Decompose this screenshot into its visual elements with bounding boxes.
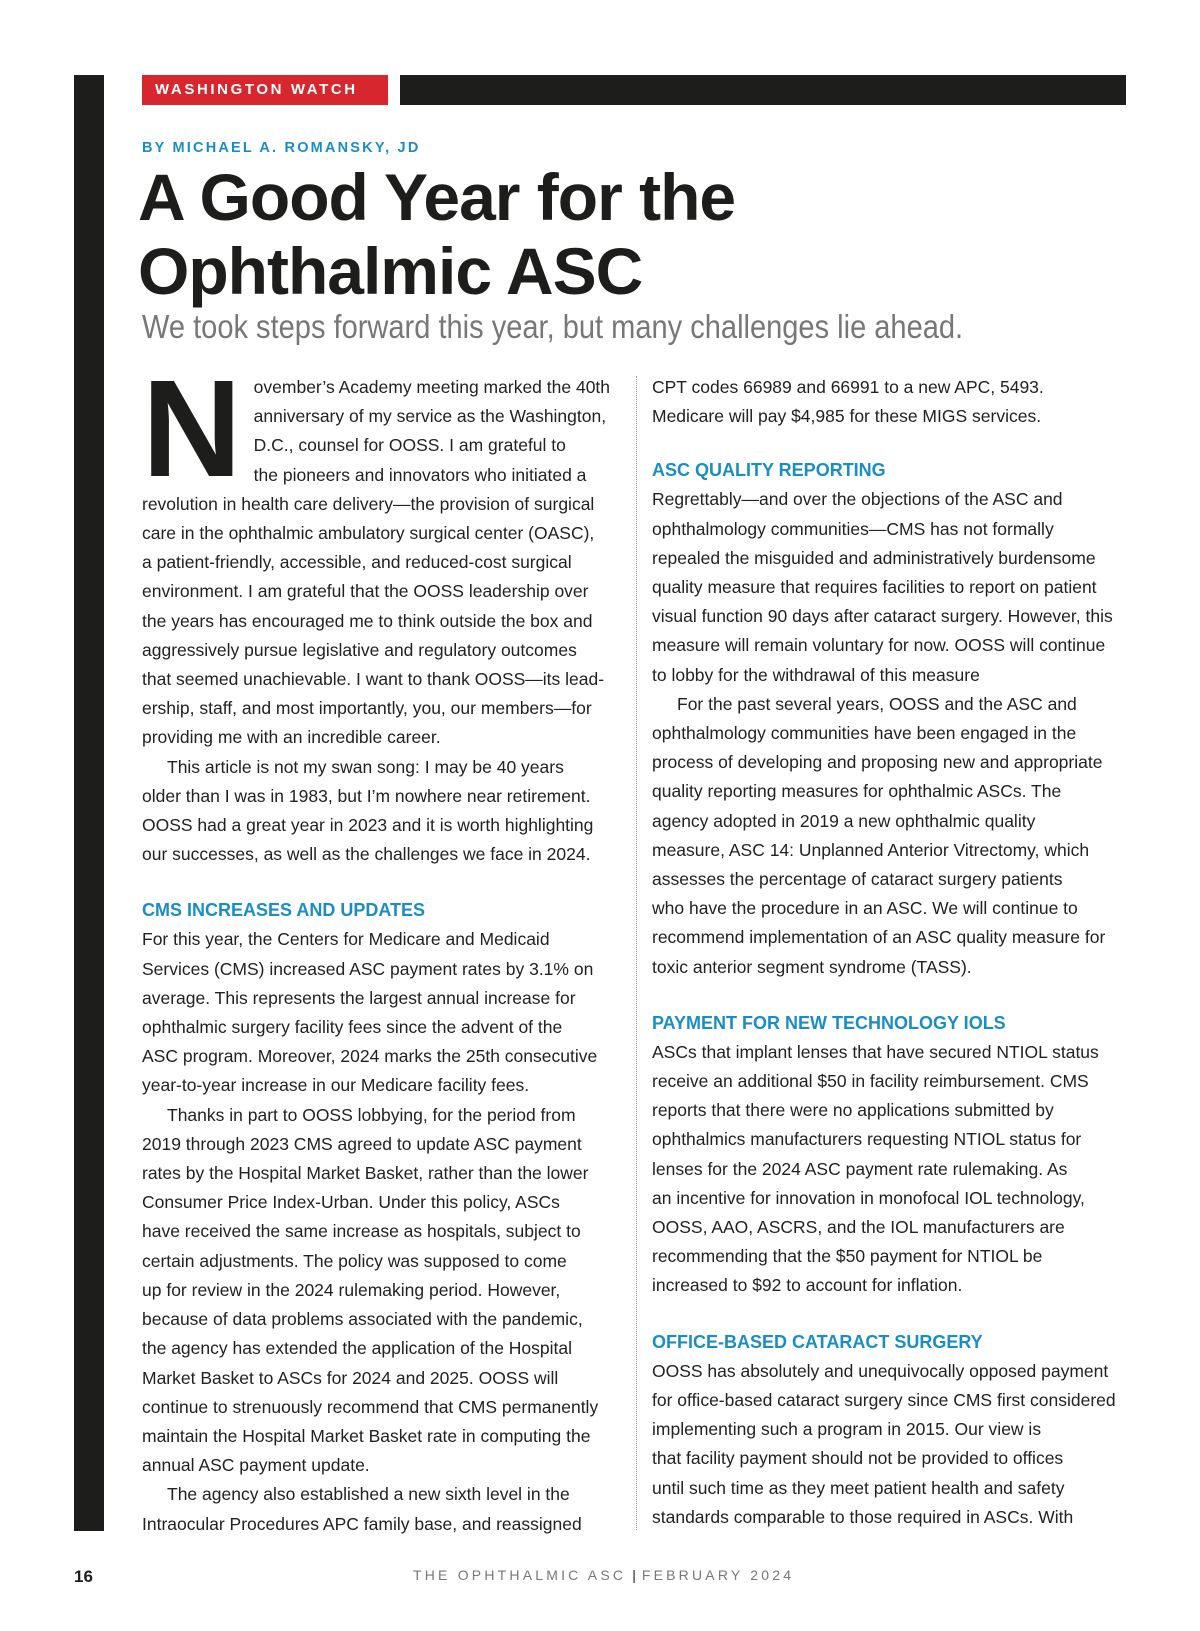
paragraph (142, 1480, 622, 1538)
text-line: that facility payment should not be provided to offices (652, 1448, 1064, 1469)
left-column (142, 352, 622, 1539)
text-line: Intraocular Procedures APC family base, and reassigned (142, 1513, 582, 1534)
text-line: ASCs that implant lenses that have secured NTIOL status (652, 1041, 1099, 1062)
text-line: ophthalmology communities—CMS has not formally (652, 518, 1054, 539)
text-line: Market Basket to ASCs for 2024 and 2025. OOSS will (142, 1367, 559, 1388)
text-line: annual ASC payment update. (142, 1455, 370, 1476)
left-accent-bar (74, 75, 104, 1531)
text-line: providing me with an incredible career. (142, 727, 441, 748)
text-line: This article is not my swan song: I may be 40 years (167, 756, 564, 777)
text-line: aggressively pursue legislative and regulatory outcomes (142, 639, 577, 660)
text-line: quality reporting measures for ophthalmic ASCs. The (652, 781, 1062, 802)
text-line: toxic anterior segment syndrome (TASS). (652, 956, 972, 977)
text-line: a patient-friendly, accessible, and reduced-cost surgical (142, 552, 572, 573)
text-line: assesses the percentage of cataract surgery patients (652, 869, 1063, 890)
text-line: repealed the misguided and administratively burdensome (652, 547, 1096, 568)
text-line: rates by the Hospital Market Basket, rather than the lower (142, 1163, 589, 1184)
section-heading-office: OFFICE-BASED CATARACT SURGERY (652, 1331, 983, 1352)
text-line: agency adopted in 2019 a new ophthalmic quality (652, 810, 1036, 831)
headline-line-1: A Good Year for the (138, 160, 736, 234)
text-line: revolution in health care delivery—the provision of surgical (142, 493, 595, 514)
headline (138, 160, 1118, 308)
text-line: D.C., counsel for OOSS. I am grateful to (253, 435, 566, 456)
section-heading-quality: ASC QUALITY REPORTING (652, 460, 886, 481)
text-line: process of developing and proposing new and appropriate (652, 752, 1103, 773)
text-line: implementing such a program in 2015. Our view is (652, 1419, 1042, 1440)
text-line: certain adjustments. The policy was supposed to come (142, 1250, 567, 1271)
footer-separator: | (632, 1567, 636, 1583)
text-line: maintain the Hospital Market Basket rate in computing the (142, 1425, 591, 1446)
page-number: 16 (74, 1567, 93, 1586)
text-line: ership, staff, and most importantly, you, our members—for (142, 698, 592, 719)
text-line: For this year, the Centers for Medicare and Medicaid (142, 929, 550, 950)
text-line: The agency also established a new sixth level in the (167, 1484, 570, 1505)
text-line: Medicare will pay $4,985 for these MIGS services. (652, 406, 1042, 427)
drop-cap: N (142, 352, 242, 506)
text-line: until such time as they meet patient health and safety (652, 1477, 1065, 1498)
text-line: measure, ASC 14: Unplanned Anterior Vitrectomy, which (652, 839, 1090, 860)
top-accent-bar (400, 75, 1126, 105)
text-line: the agency has extended the application of the Hospital (142, 1338, 573, 1359)
text-line: have received the same increase as hospitals, subject to (142, 1221, 581, 1242)
text-line: OOSS had a great year in 2023 and it is worth highlighting (142, 815, 594, 836)
text-line: Regrettably—and over the objections of the ASC and (652, 489, 1063, 510)
text-line: ophthalmic surgery facility fees since the advent of the (142, 1017, 563, 1038)
text-line: year-to-year increase in our Medicare facility fees. (142, 1075, 530, 1096)
paragraph (142, 753, 622, 870)
text-line: to lobby for the withdrawal of this measure (652, 664, 980, 685)
text-line: ovember’s Academy meeting marked the 40th (253, 377, 611, 397)
paragraph (652, 690, 1132, 982)
section-heading-iols: PAYMENT FOR NEW TECHNOLOGY IOLS (652, 1012, 1006, 1033)
paragraph (652, 373, 1132, 431)
text-line: up for review in the 2024 rulemaking period. However, (142, 1279, 561, 1300)
text-line: 2019 through 2023 CMS agreed to update ASC payment (142, 1133, 582, 1154)
text-line: an incentive for innovation in monofocal IOL technology, (652, 1187, 1085, 1208)
text-line: ophthalmics manufacturers requesting NTIOL status for (652, 1129, 1082, 1150)
text-line: For the past several years, OOSS and the ASC and (677, 693, 1077, 714)
text-line: recommending that the $50 payment for NTIOL be (652, 1246, 1043, 1267)
text-line: because of data problems associated with the pandemic, (142, 1309, 583, 1330)
paragraph (142, 1101, 622, 1481)
text-line: older than I was in 1983, but I’m nowhere near retirement. (142, 785, 591, 806)
text-line: recommend implementation of an ASC quality measure for (652, 927, 1106, 948)
text-line: average. This represents the largest annual increase for (142, 987, 576, 1008)
text-line: the pioneers and innovators who initiated a (253, 464, 587, 485)
intro-paragraph (142, 352, 622, 753)
text-line: Thanks in part to OOSS lobbying, for the period from (167, 1104, 576, 1125)
text-line: the years has encouraged me to think outside the box and (142, 610, 593, 631)
paragraph (142, 925, 622, 1100)
text-line: our successes, as well as the challenges we face in 2024. (142, 844, 591, 865)
text-line: continue to strenuously recommend that CMS permanently (142, 1396, 599, 1417)
text-line: who have the procedure in an ASC. We will continue to (652, 898, 1078, 919)
deck-subtitle: We took steps forward this year, but many challenges lie ahead. (142, 308, 964, 345)
section-heading-cms: CMS INCREASES AND UPDATES (142, 900, 426, 921)
text-line: OOSS, AAO, ASCRS, and the IOL manufacturers are (652, 1217, 1065, 1238)
text-line: increased to $92 to account for inflation. (652, 1275, 963, 1296)
paragraph (652, 1357, 1132, 1532)
paragraph (652, 1038, 1132, 1301)
text-line: Services (CMS) increased ASC payment rates by 3.1% on (142, 958, 594, 979)
text-line: visual function 90 days after cataract surgery. However, this (652, 606, 1113, 627)
text-line: care in the ophthalmic ambulatory surgical center (OASC), (142, 523, 595, 544)
column-divider (636, 376, 637, 1530)
text-line: standards comparable to those required in ASCs. With (652, 1506, 1074, 1527)
publication-name: THE OPHTHALMIC ASC (413, 1567, 627, 1583)
text-line: ophthalmology communities have been engaged in the (652, 723, 1077, 744)
section-tag: WASHINGTON WATCH (142, 75, 388, 105)
text-line: environment. I am grateful that the OOSS leadership over (142, 581, 589, 602)
text-line: measure will remain voluntary for now. OOSS will continue (652, 635, 1106, 656)
issue-date: FEBRUARY 2024 (641, 1567, 795, 1583)
text-line: OOSS has absolutely and unequivocally opposed payment (652, 1360, 1109, 1381)
text-line: quality measure that requires facilities to report on patient (652, 577, 1097, 598)
text-line: Consumer Price Index-Urban. Under this policy, ASCs (142, 1192, 560, 1213)
footer-running-title (413, 1567, 794, 1583)
text-line: receive an additional $50 in facility reimbursement. CMS (652, 1071, 1089, 1092)
text-line: CPT codes 66989 and 66991 to a new APC, 5493. (652, 377, 1044, 397)
text-line: for office-based cataract surgery since CMS first considered (652, 1389, 1116, 1410)
text-line: that seemed unachievable. I want to thank OOSS—its lead- (142, 669, 605, 690)
right-column (652, 373, 1132, 1532)
byline: BY MICHAEL A. ROMANSKY, JD (142, 140, 421, 156)
text-line: ASC program. Moreover, 2024 marks the 25th consecutive (142, 1046, 598, 1067)
headline-line-2: Ophthalmic ASC (138, 234, 643, 308)
text-line: anniversary of my service as the Washington, (253, 406, 607, 427)
paragraph (652, 485, 1132, 689)
text-line: reports that there were no applications submitted by (652, 1100, 1054, 1121)
text-line: lenses for the 2024 ASC payment rate rulemaking. As (652, 1158, 1068, 1179)
